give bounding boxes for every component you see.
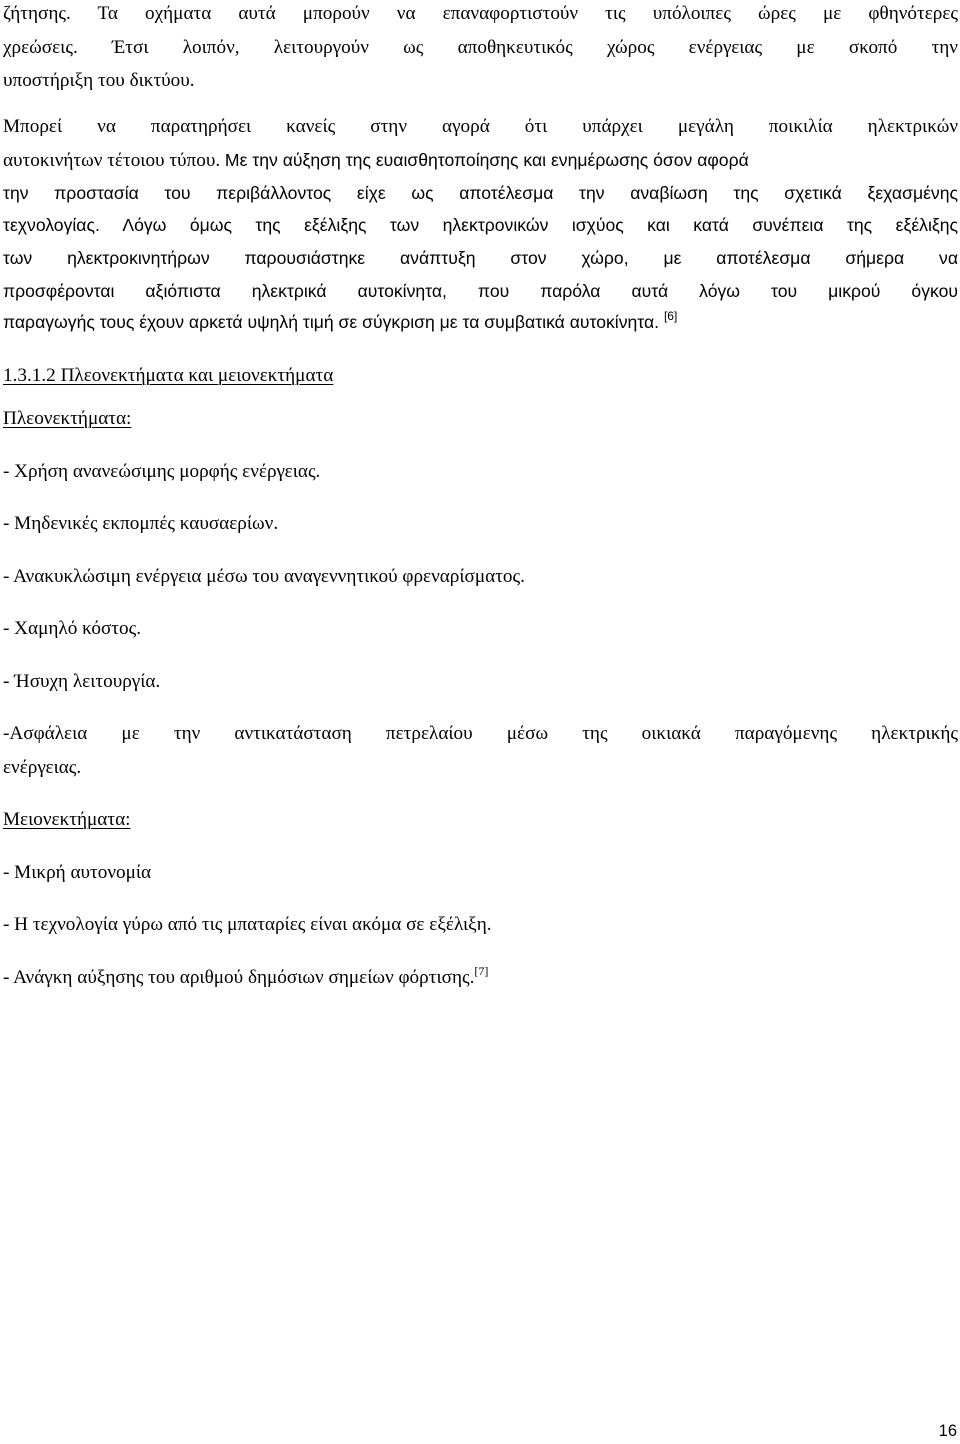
paragraph-line: την προστασία του περιβάλλοντος είχε ως αποτέλεσμα την αναβίωση της σχετικά ξεχασμένης: [3, 183, 958, 203]
reference-marker: [7]: [474, 964, 489, 978]
disadvantages-label: [3, 808, 130, 832]
advantage-item: - Μηδενικές εκπομπές καυσαερίων.: [3, 513, 279, 534]
section-heading-text: 1.3.1.2 Πλεονεκτήματα και μειονεκτήματα: [3, 365, 334, 386]
paragraph-line: προσφέρονται αξιόπιστα ηλεκτρικά αυτοκίνητα, που παρόλα αυτά λόγω του μικρού όγκου: [3, 281, 958, 301]
paragraph-text: αυτοκινήτων τέτοιου τύπου.: [3, 150, 221, 171]
paragraph-line: [3, 310, 677, 334]
disadvantage-item: - Μικρή αυτονομία: [3, 862, 152, 883]
advantage-item: - Ήσυχη λειτουργία.: [3, 671, 161, 692]
disadvantage-item: - Η τεχνολογία γύρω από τις μπαταρίες είναι ακόμα σε εξέλιξη.: [3, 914, 492, 935]
paragraph-line: υποστήριξη του δικτύου.: [3, 70, 195, 91]
paragraph-line: χρεώσεις. Έτσι λοιπόν, λειτουργούν ως αποθηκευτικός χώρος ενέργειας με σκοπό την: [3, 37, 958, 58]
page-number: 16: [938, 1422, 957, 1440]
paragraph-line: [3, 148, 958, 172]
advantage-item: -Ασφάλεια με την αντικατάσταση πετρελαίου μέσω της οικιακά παραγόμενης ηλεκτρικής: [3, 723, 958, 744]
reference-marker: [6]: [663, 309, 678, 323]
advantage-item-continuation: ενέργειας.: [3, 757, 82, 778]
advantage-item: - Ανακυκλώσιμη ενέργεια μέσω του αναγεννητικού φρεναρίσματος.: [3, 566, 525, 587]
advantage-item: - Χαμηλό κόστος.: [3, 618, 141, 639]
paragraph-line: ζήτησης. Τα οχήματα αυτά μπορούν να επαναφορτιστούν τις υπόλοιπες ώρες με φθηνότερες: [3, 3, 958, 24]
paragraph-line: των ηλεκτροκινητήρων παρουσιάστηκε ανάπτυξη στον χώρο, με αποτέλεσμα σήμερα να: [3, 248, 958, 268]
advantage-item: - Χρήση ανανεώσιμης μορφής ενέργειας.: [3, 461, 321, 482]
advantages-label-text: Πλεονεκτήματα:: [3, 408, 132, 429]
paragraph-line: Μπορεί να παρατηρήσει κανείς στην αγορά ότι υπάρχει μεγάλη ποικιλία ηλεκτρικών: [3, 116, 958, 137]
paragraph-text: τεχνολογίας.: [3, 215, 100, 235]
paragraph-line: [3, 213, 958, 237]
paragraph-text: παραγωγής τους έχουν αρκετά υψηλή τιμή σε σύγκριση με τα συμβατικά αυτοκίνητα.: [3, 312, 660, 332]
paragraph-text: Λόγω όμως της εξέλιξης των ηλεκτρονικών ισχύος και κατά συνέπεια της εξέλιξης: [122, 215, 959, 235]
paragraph-text: Με την αύξηση της ευαισθητοποίησης και ενημέρωσης όσον αφορά: [224, 150, 749, 170]
disadvantage-item: [3, 966, 488, 990]
disadvantage-text: - Ανάγκη αύξησης του αριθμού δημόσιων σημείων φόρτισης.: [3, 967, 475, 988]
disadvantages-label-text: Μειονεκτήματα:: [3, 809, 131, 830]
section-heading: [3, 364, 333, 388]
advantages-label: [3, 407, 131, 431]
